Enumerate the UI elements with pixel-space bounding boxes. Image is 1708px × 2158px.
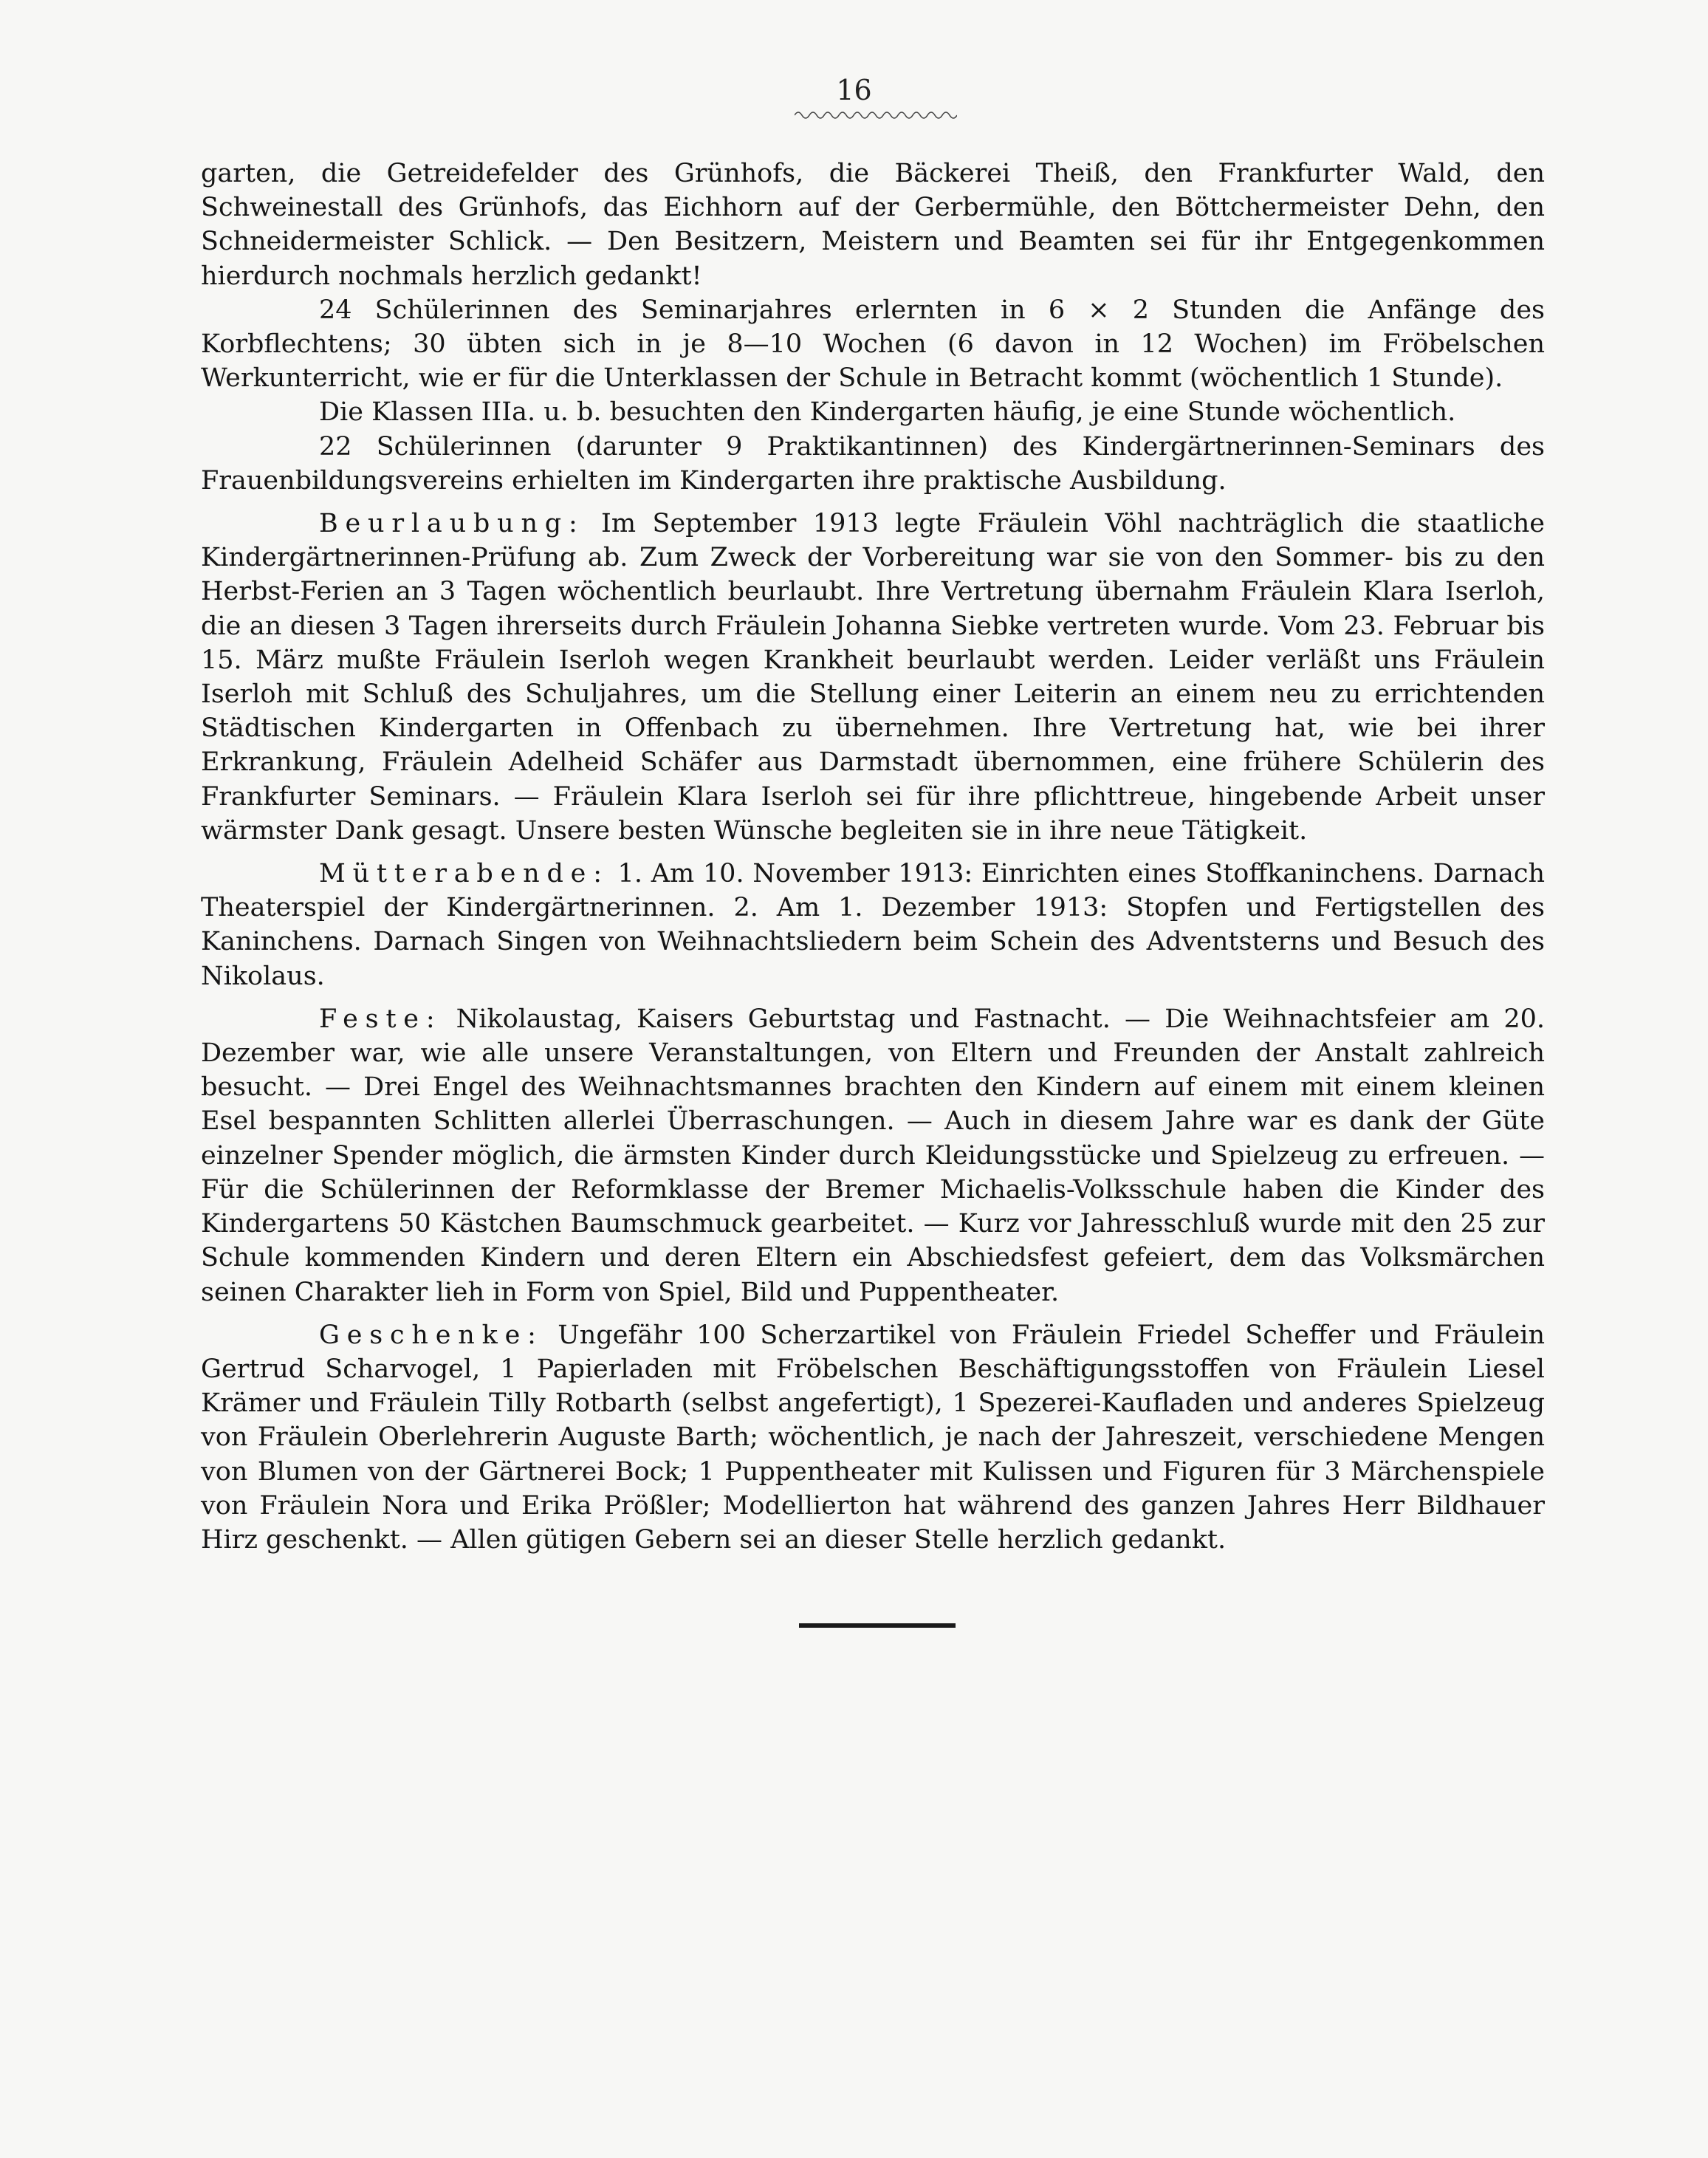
section-heading-leave: Beurlaubung: bbox=[319, 509, 585, 539]
paragraph-leave-text: Im September 1913 legte Fräulein Vöhl nachträglich die staatliche Kindergärtnerinnen-Prüfung ab. Zum Zweck der Vorbereitung war sie von den Sommer- bis zu den Herbst-Ferien an 3 Tagen wöchentlich beurlaubt. Ihre Vertretung übernahm Fräulein Klara Iserloh, die an diesen 3 Tagen ihrerseits durch Fräulein Johanna Siebke vertreten wurde. Vom 23. Februar bis 15. März mußte Fräulein Iserloh wegen Krankheit beurlaubt werden. Leider verläßt uns Fräulein Iserloh mit Schluß des Schuljahres, um die Stellung einer Leiterin an einem neu zu errichtenden Städtischen Kindergarten in Offenbach zu übernehmen. Ihre Vertretung hat, wie bei ihrer Erkrankung, Fräulein Adelheid Schäfer aus Darmstadt übernommen, eine frühere Schülerin des Frankfurter Seminars. — Fräulein Klara Iserloh sei für ihre pflichttreue, hingebende Arbeit unser wärmster Dank gesagt. Unsere besten Wünsche begleiten sie in ihre neue Tätigkeit. bbox=[201, 509, 1545, 846]
paragraph-leave bbox=[201, 507, 1545, 848]
end-divider bbox=[799, 1623, 956, 1628]
paragraph-seminar-students: 22 Schülerinnen (darunter 9 Praktikantinnen) des Kindergärtnerinnen-Seminars des Frauenbildungsvereins erhielten im Kindergarten ihre praktische Ausbildung. bbox=[201, 431, 1545, 496]
section-heading-festivals: Feste: bbox=[319, 1004, 442, 1034]
page-number: 16 bbox=[836, 74, 872, 106]
paragraph-festivals-text: Nikolaustag, Kaisers Geburtstag und Fastnacht. — Die Weihnachtsfeier am 20. Dezember war, wie alle unsere Veranstaltungen, von Eltern und Freunden der Anstalt zahlreich besucht. — Drei Engel des Weihnachtsmannes brachten den Kindern auf einem mit einem kleinen Esel bespannten Schlitten allerlei Überraschungen. — Auch in diesem Jahre war es dank der Güte einzelner Spender möglich, die ärmsten Kinder durch Kleidungsstücke und Spielzeug zu erfreuen. — Für die Schülerinnen der Reformklasse der Bremer Michaelis-Volksschule haben die Kinder des Kindergartens 50 Kästchen Baumschmuck gearbeitet. — Kurz vor Jahresschluß wurde mit den 25 zur Schule kommenden Kindern und deren Eltern ein Abschiedsfest gefeiert, dem das Volksmärchen seinen Charakter lieh in Form von Spiel, Bild und Puppentheater. bbox=[201, 1004, 1545, 1307]
paragraph-basket-weaving: 24 Schülerinnen des Seminarjahres erlernten in 6 × 2 Stunden die Anfänge des Korbflechtens; 30 übten sich in je 8—10 Wochen (6 davon in 12 Wochen) im Fröbelschen Werkunterricht, wie er für die Unterklassen der Schule in Betracht kommt (wöchentlich 1 Stunde). bbox=[201, 295, 1545, 394]
paragraph-visits: garten, die Getreidefelder des Grünhofs, die Bäckerei Theiß, den Frankfurter Wald, den Schweinestall des Grünhofs, das Eichhorn auf der Gerbermühle, den Böttchermeister Dehn, den Schneidermeister Schlick. — Den Besitzern, Meistern und Beamten sei für ihr Entgegenkommen hierdurch nochmals herzlich gedankt! bbox=[201, 159, 1545, 291]
paragraph-gifts-text: Ungefähr 100 Scherzartikel von Fräulein Friedel Scheffer und Fräulein Gertrud Scharvogel, 1 Papierladen mit Fröbelschen Beschäftigungsstoffen von Fräulein Liesel Krämer und Fräulein Tilly Rotbarth (selbst angefertigt), 1 Spezerei-Kaufladen und anderes Spielzeug von Fräulein Oberlehrerin Auguste Barth; wöchentlich, je nach der Jahreszeit, verschiedene Mengen von Blumen von der Gärtnerei Bock; 1 Puppentheater mit Kulissen und Figuren für 3 Märchenspiele von Fräulein Nora und Erika Prößler; Modellierton hat während des ganzen Jahres Herr Bildhauer Hirz geschenkt. — Allen gütigen Gebern sei an dieser Stelle herzlich gedankt. bbox=[201, 1320, 1545, 1555]
paragraph-mothers-evenings-text: 1. Am 10. November 1913: Einrichten eines Stoffkaninchens. Darnach Theaterspiel der Kindergärtnerinnen. 2. Am 1. Dezember 1913: Stopfen und Fertigstellen des Kaninchens. Darnach Singen von Weihnachtsliedern beim Schein des Adventsterns und Besuch des Nikolaus. bbox=[201, 859, 1545, 991]
paragraph-mothers-evenings bbox=[201, 857, 1545, 993]
paragraph-gifts bbox=[201, 1318, 1545, 1557]
paragraph-class-visits: Die Klassen IIIa. u. b. besuchten den Kindergarten häufig, je eine Stunde wöchentlich. bbox=[319, 397, 1456, 428]
section-heading-gifts: Geschenke: bbox=[319, 1320, 543, 1350]
body-text bbox=[201, 157, 1545, 1557]
wavy-ornament-icon bbox=[795, 108, 957, 123]
section-heading-mothers-evenings: Mütterabende: bbox=[319, 859, 609, 889]
paragraph-festivals bbox=[201, 1002, 1545, 1309]
